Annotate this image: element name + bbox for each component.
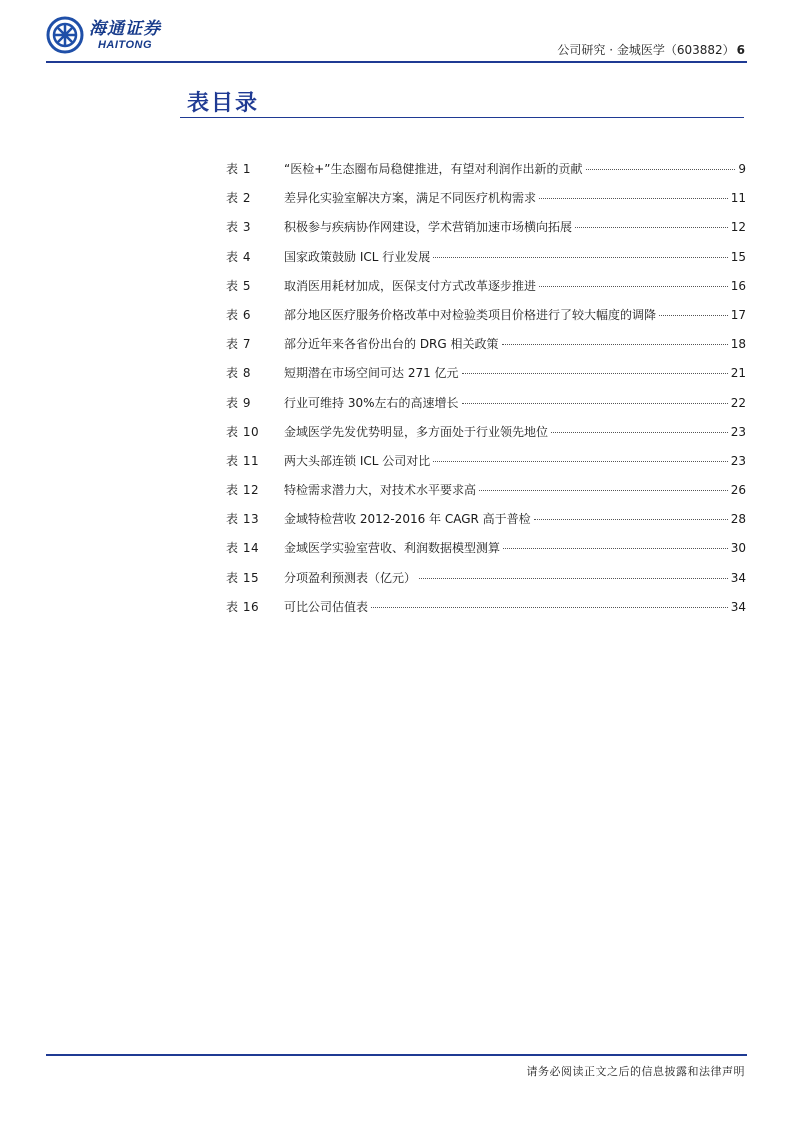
page-title: 表目录 [187,90,260,116]
logo-english-name: HAITONG [97,39,153,51]
haitong-emblem-icon [46,16,84,54]
toc-entry-title: 两大头部连锁 ICL 公司对比 [284,453,431,468]
toc-entry[interactable] [226,481,746,510]
toc-entry-page: 34 [730,599,746,614]
toc-entry[interactable] [226,510,746,539]
toc-entry[interactable] [226,160,746,189]
toc-entry-page: 15 [730,249,746,264]
toc-entry-number: 表 8 [226,366,251,381]
toc-entry-page: 34 [730,570,746,585]
toc-entry-title: “医检+”生态圈布局稳健推进，有望对利润作出新的贡献 [284,162,583,176]
toc-dot-leader [503,548,728,549]
toc-entry-title: 行业可维持 30%左右的高速增长 [284,395,459,410]
toc-entry-number: 表 16 [226,599,260,614]
toc-entry-title: 金域医学实验室营收、利润数据模型测算 [284,541,501,556]
toc-entry-title: 差异化实验室解决方案，满足不同医疗机构需求 [284,191,537,206]
toc-entry-page: 16 [730,278,746,293]
toc-entry[interactable] [226,248,746,277]
toc-dot-leader [462,403,728,404]
toc-dot-leader [462,373,728,374]
toc-entry-title: 部分近年来各省份出台的 DRG 相关政策 [284,337,499,352]
toc-entry-number: 表 3 [226,220,251,235]
toc-entry-number: 表 15 [226,570,260,585]
toc-entry[interactable] [226,335,746,364]
toc-dot-leader [371,607,728,608]
toc-entry-page: 30 [730,541,746,556]
report-header-info [557,41,745,58]
toc-dot-leader [534,519,728,520]
toc-entry-title: 部分地区医疗服务价格改革中对检验类项目价格进行了较大幅度的调降 [284,307,657,322]
toc-entry-number: 表 4 [226,249,251,264]
toc-dot-leader [479,490,728,491]
footer-disclaimer: 请务必阅读正文之后的信息披露和法律声明 [526,1065,745,1078]
toc-entry[interactable] [226,452,746,481]
toc-entry-number: 表 9 [226,395,251,410]
toc-entry-number: 表 1 [226,162,251,176]
toc-entry-page: 9 [738,162,746,176]
toc-entry-title: 分项盈利预测表（亿元） [284,570,417,585]
toc-entry[interactable] [226,306,746,335]
toc-entry-number: 表 6 [226,307,251,322]
toc-dot-leader [659,315,728,316]
footer-divider [46,1054,747,1056]
toc-entry[interactable] [226,569,746,598]
toc-entry-title: 特检需求潜力大，对技术水平要求高 [284,483,477,498]
toc-entry[interactable] [226,364,746,393]
toc-entry[interactable] [226,394,746,423]
table-of-contents [226,160,746,627]
toc-entry-page: 28 [730,512,746,527]
toc-entry-page: 18 [730,337,746,352]
header-divider [46,61,747,63]
toc-entry-title: 取消医用耗材加成，医保支付方式改革逐步推进 [284,278,537,293]
logo-chinese-name: 海通证券 [89,19,161,39]
toc-entry-number: 表 14 [226,541,260,556]
toc-entry-page: 17 [730,307,746,322]
toc-entry-title: 可比公司估值表 [284,599,369,614]
toc-entry[interactable] [226,277,746,306]
report-info: 公司研究 · 金城医学（603882） [557,43,735,57]
toc-entry-page: 21 [730,366,746,381]
toc-entry[interactable] [226,189,746,218]
toc-entry-number: 表 10 [226,424,260,439]
toc-entry-title: 国家政策鼓励 ICL 行业发展 [284,249,431,264]
toc-entry-title: 积极参与疾病协作网建设，学术营销加速市场横向拓展 [284,220,573,235]
toc-entry-page: 26 [730,483,746,498]
toc-dot-leader [539,198,728,199]
toc-entry-page: 23 [730,424,746,439]
toc-entry-page: 11 [730,191,746,206]
toc-entry-number: 表 12 [226,483,260,498]
toc-entry[interactable] [226,598,746,627]
toc-entry-page: 12 [730,220,746,235]
toc-entry-page: 22 [730,395,746,410]
toc-entry-number: 表 5 [226,278,251,293]
toc-entry[interactable] [226,423,746,452]
toc-entry-title: 短期潜在市场空间可达 271 亿元 [284,366,459,381]
toc-entry-number: 表 11 [226,453,260,468]
toc-dot-leader [575,227,728,228]
toc-dot-leader [539,286,728,287]
toc-dot-leader [586,169,736,170]
toc-dot-leader [419,578,728,579]
toc-entry-number: 表 7 [226,337,251,352]
toc-dot-leader [433,461,727,462]
toc-dot-leader [551,432,728,433]
toc-entry-page: 23 [730,453,746,468]
toc-entry[interactable] [226,218,746,247]
toc-entry[interactable] [226,539,746,568]
page-number: 6 [736,43,745,57]
toc-entry-number: 表 2 [226,191,251,206]
toc-entry-title: 金域特检营收 2012-2016 年 CAGR 高于普检 [284,512,531,527]
toc-dot-leader [502,344,728,345]
toc-dot-leader [433,257,727,258]
toc-entry-title: 金域医学先发优势明显，多方面处于行业领先地位 [284,424,549,439]
toc-entry-number: 表 13 [226,512,260,527]
company-logo [46,16,161,54]
title-divider [180,117,744,118]
